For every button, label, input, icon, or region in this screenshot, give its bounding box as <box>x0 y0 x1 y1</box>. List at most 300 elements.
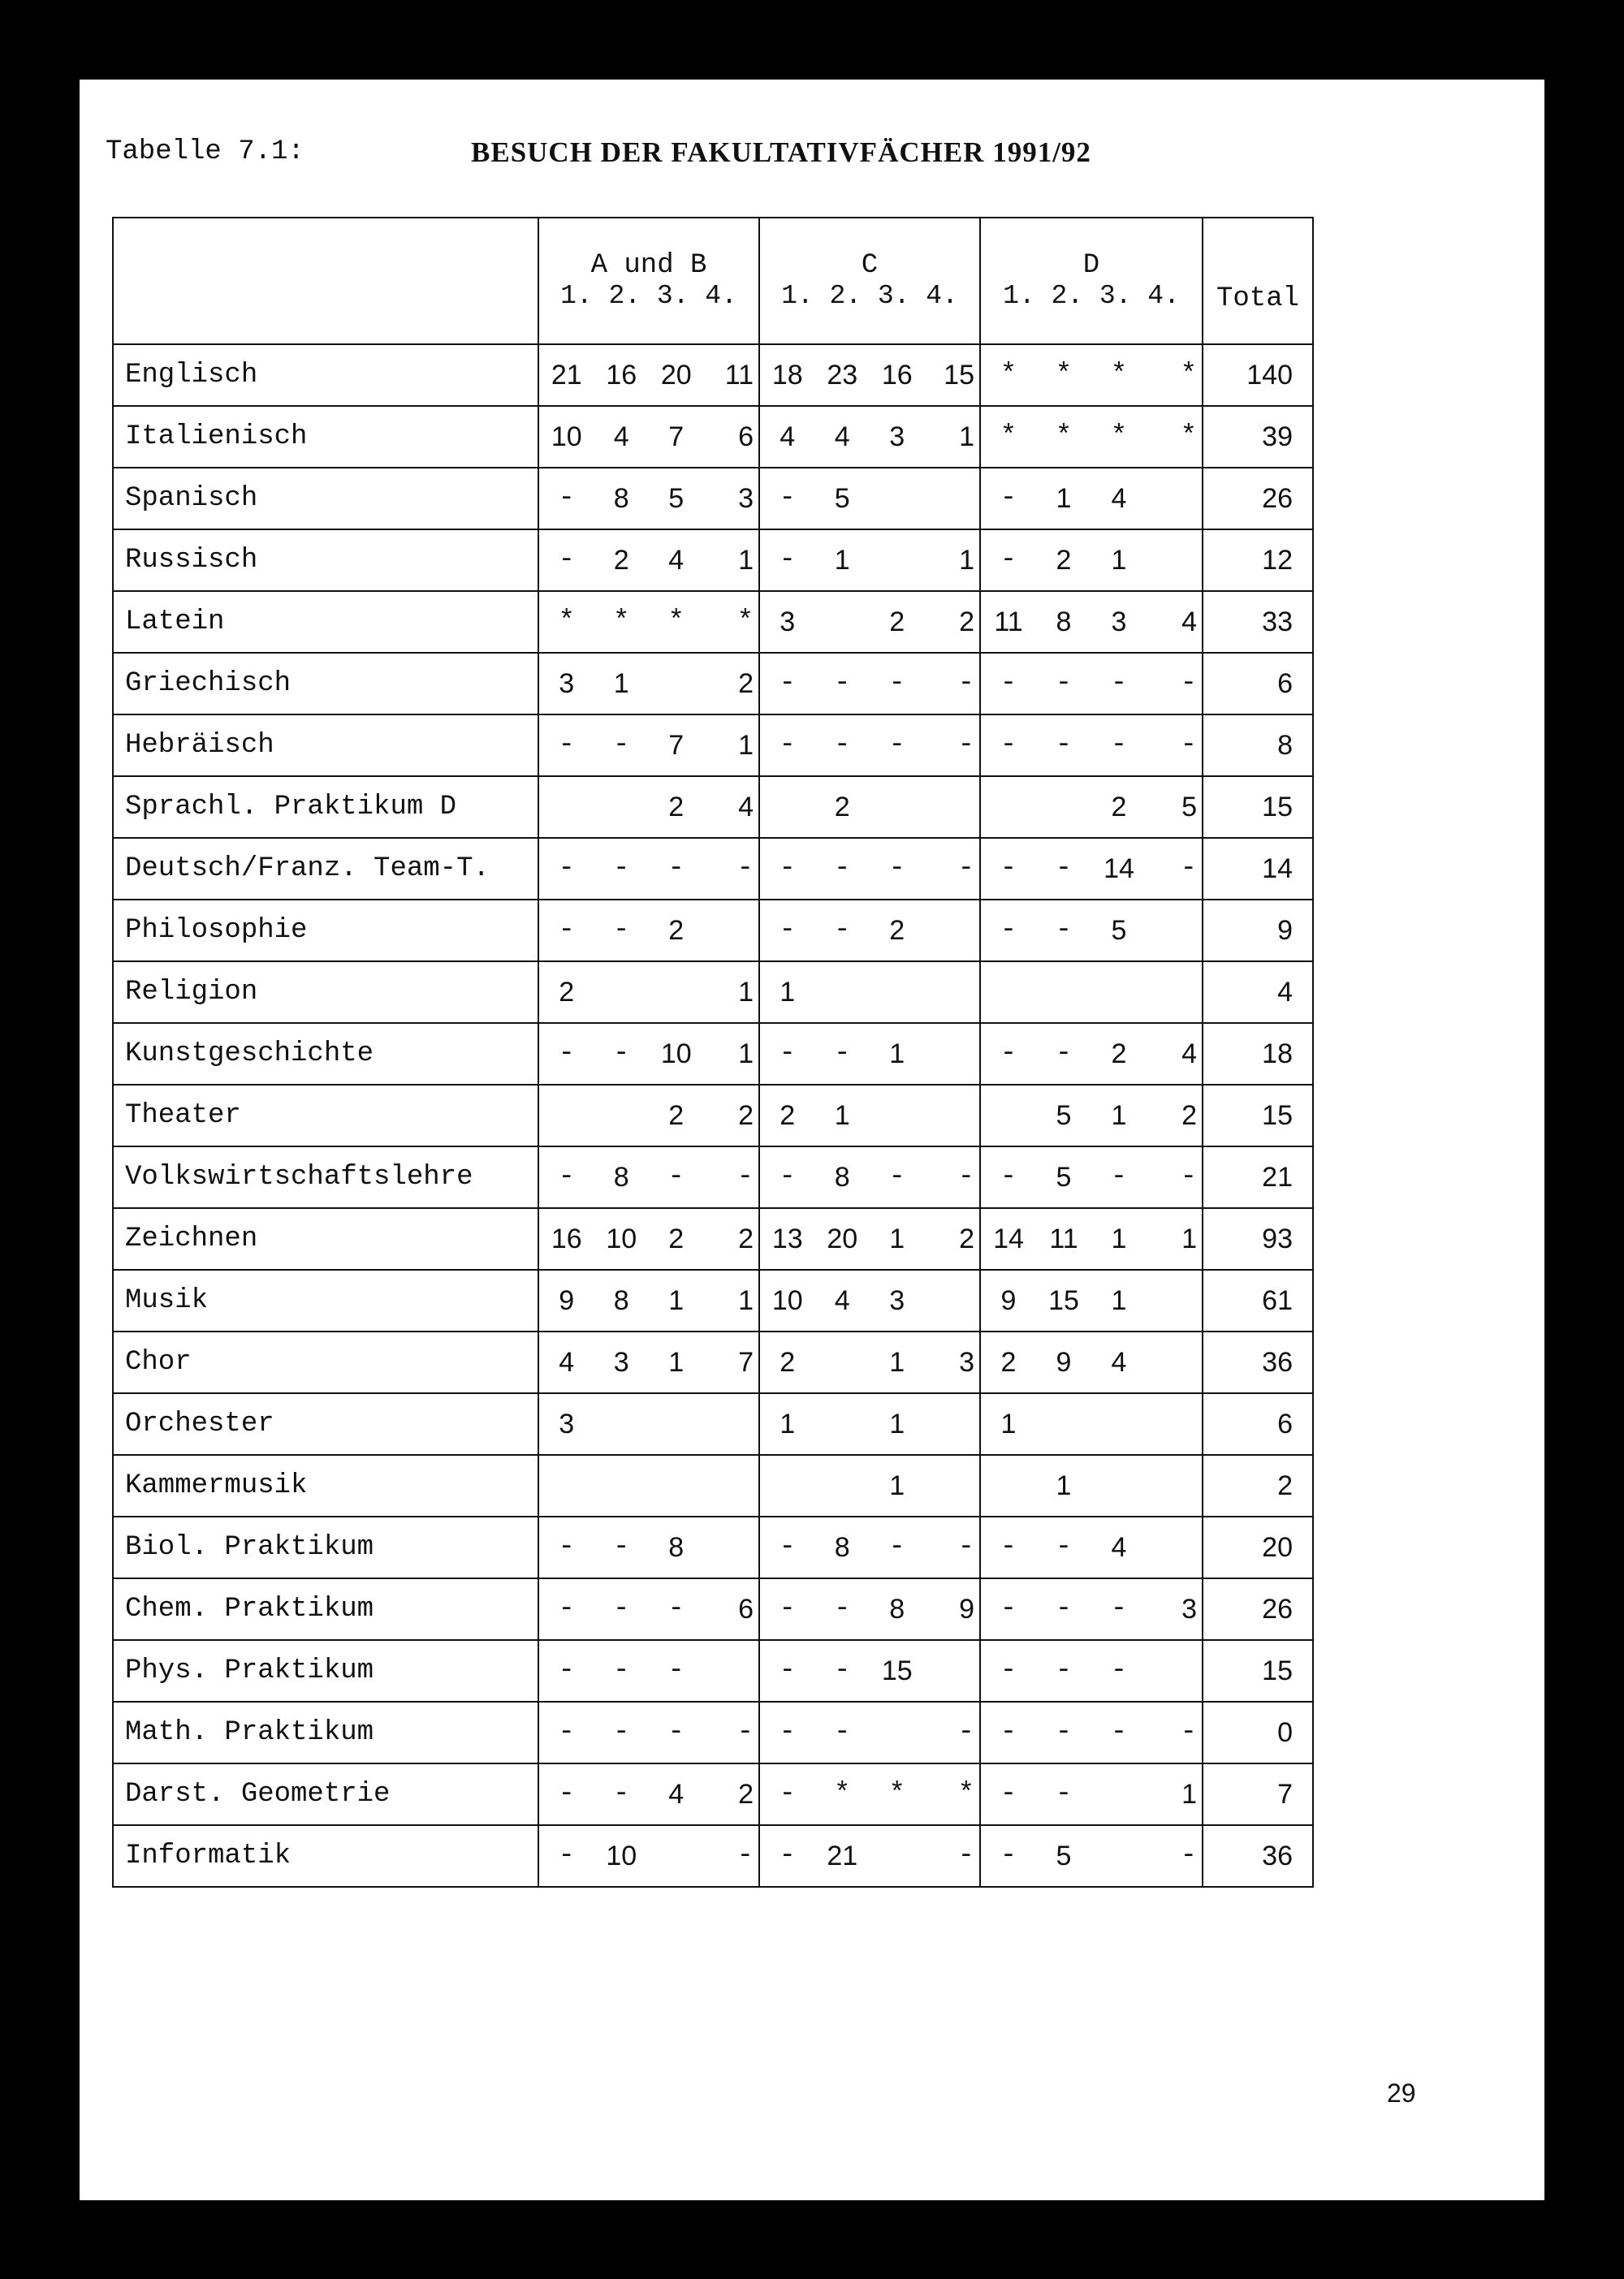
year-value: - <box>613 1717 630 1748</box>
year-value: - <box>1110 1655 1128 1686</box>
year-value: - <box>888 853 905 884</box>
year-value: - <box>779 853 796 884</box>
total-cell: 0 <box>1203 1702 1313 1763</box>
year-value: 2 <box>780 1346 796 1378</box>
year-value: 1 <box>780 976 796 1008</box>
year-value: - <box>613 914 630 946</box>
group-header-d <box>980 218 1203 344</box>
year-value: 2 <box>738 1778 754 1810</box>
group-cell <box>980 1578 1203 1640</box>
year-value: 1 <box>889 1346 905 1378</box>
year-value <box>594 977 650 1008</box>
year-value: - <box>1000 668 1017 699</box>
year-value: - <box>779 1038 796 1069</box>
year-value: 1 <box>1181 1223 1197 1254</box>
table-row <box>113 1578 1313 1640</box>
year-value: 16 <box>551 1223 582 1254</box>
year-value: - <box>1055 1531 1073 1563</box>
year-value: 3 <box>559 667 575 699</box>
year-value: - <box>957 730 974 761</box>
year-value: 21 <box>551 359 582 391</box>
year-values <box>981 1532 1202 1564</box>
group-cell <box>538 1085 759 1146</box>
year-value: - <box>558 482 575 514</box>
year-values <box>981 360 1202 391</box>
group-cell <box>759 1085 980 1146</box>
group-cell <box>538 1455 759 1517</box>
year-value: 5 <box>1056 1840 1072 1871</box>
year-value: - <box>613 1531 630 1563</box>
year-value <box>870 483 925 515</box>
year-value: 4 <box>1181 1038 1197 1069</box>
year-value: 4 <box>834 1284 850 1316</box>
year-value: - <box>558 1038 575 1069</box>
year-values <box>539 1038 758 1070</box>
year-value: 2 <box>738 667 754 699</box>
subject-cell: Zeichnen <box>113 1208 538 1270</box>
year-value: 8 <box>834 1161 850 1193</box>
year-values <box>539 668 758 700</box>
year-value <box>594 792 650 823</box>
year-values <box>760 730 979 761</box>
table-row <box>113 406 1313 468</box>
group-cell <box>980 1023 1203 1085</box>
group-cell <box>759 1763 980 1825</box>
caption-label: Tabelle 7.1: <box>106 136 304 167</box>
year-value: - <box>957 1531 974 1563</box>
year-value: - <box>834 1038 851 1069</box>
year-value <box>1147 1285 1202 1317</box>
year-value <box>870 1100 925 1132</box>
subject-cell: Phys. Praktikum <box>113 1640 538 1702</box>
year-value <box>539 1100 594 1132</box>
year-value: 8 <box>1056 606 1072 637</box>
year-value <box>925 1100 980 1132</box>
year-value: 4 <box>613 421 629 452</box>
year-value: - <box>667 1593 685 1625</box>
year-value: 1 <box>1056 1470 1072 1501</box>
year-value <box>870 977 925 1008</box>
year-value <box>704 1409 759 1440</box>
year-value <box>1147 1532 1202 1564</box>
year-value: 2 <box>738 1223 754 1254</box>
year-value: - <box>613 1038 630 1069</box>
year-values <box>760 421 979 453</box>
year-value: 2 <box>1000 1346 1017 1378</box>
year-value <box>925 915 980 947</box>
year-value: 13 <box>771 1223 803 1254</box>
total-cell: 26 <box>1203 1578 1313 1640</box>
year-value: - <box>957 1840 974 1871</box>
year-values <box>981 1717 1202 1748</box>
year-value: * <box>1110 421 1128 452</box>
year-values <box>539 1717 758 1748</box>
group-cell <box>538 1702 759 1763</box>
year-value: 3 <box>1111 606 1127 637</box>
subject-cell: Italienisch <box>113 406 538 468</box>
year-value: - <box>1110 730 1128 761</box>
year-value: - <box>736 1161 754 1193</box>
year-value: * <box>1000 421 1017 452</box>
table-row <box>113 1393 1313 1455</box>
year-value <box>704 1655 759 1686</box>
subject-cell: Chem. Praktikum <box>113 1578 538 1640</box>
year-value: - <box>834 1655 851 1686</box>
year-value: - <box>558 853 575 884</box>
year-value <box>1091 1779 1147 1811</box>
group-cell <box>538 1208 759 1270</box>
year-value: - <box>1055 1778 1073 1810</box>
year-value: 2 <box>738 1099 754 1131</box>
year-value: 5 <box>1056 1161 1072 1193</box>
total-cell: 9 <box>1203 900 1313 961</box>
group-cell <box>759 776 980 838</box>
year-value: 2 <box>889 606 905 637</box>
year-value: 2 <box>1181 1099 1197 1131</box>
year-value: - <box>957 668 974 699</box>
group-cell <box>759 838 980 900</box>
year-value: - <box>1110 668 1128 699</box>
group-cell <box>759 653 980 714</box>
year-values <box>760 977 979 1008</box>
group-cell <box>980 1640 1203 1702</box>
year-value <box>1091 1409 1147 1440</box>
group-cell <box>538 1578 759 1640</box>
group-cell <box>980 776 1203 838</box>
subject-cell: Math. Praktikum <box>113 1702 538 1763</box>
total-cell: 18 <box>1203 1023 1313 1085</box>
year-values <box>981 1100 1202 1132</box>
year-value: 16 <box>881 359 913 391</box>
table-body <box>113 218 1313 1887</box>
header-row <box>113 218 1313 344</box>
year-values <box>981 606 1202 638</box>
year-values <box>981 1841 1202 1872</box>
group-header-a-und-b <box>538 218 759 344</box>
group-cell <box>759 1393 980 1455</box>
group-cell <box>980 1332 1203 1393</box>
year-value: 15 <box>944 359 974 391</box>
group-cell <box>759 714 980 776</box>
year-value: 23 <box>827 359 858 391</box>
year-value: 8 <box>668 1531 685 1563</box>
group-cell <box>759 344 980 406</box>
year-values <box>760 1470 979 1502</box>
year-value: 1 <box>780 1408 796 1439</box>
group-cell <box>538 776 759 838</box>
year-value: * <box>1180 360 1197 391</box>
year-value: - <box>613 1593 630 1625</box>
year-value: - <box>888 1531 905 1563</box>
year-value <box>870 545 925 576</box>
year-value: * <box>1000 360 1017 391</box>
table-row <box>113 961 1313 1023</box>
year-value: - <box>613 853 630 884</box>
year-value: - <box>1110 1717 1128 1748</box>
year-values <box>539 421 758 453</box>
group-cell <box>538 406 759 468</box>
year-value: 5 <box>1056 1099 1072 1131</box>
year-value <box>649 1841 704 1872</box>
year-value <box>1036 792 1091 823</box>
year-value: - <box>736 853 754 884</box>
year-value: * <box>613 606 630 637</box>
group-cell <box>980 1146 1203 1208</box>
year-value: - <box>558 1161 575 1193</box>
year-value: - <box>779 482 796 514</box>
year-values <box>981 915 1202 947</box>
table-caption <box>106 136 1091 168</box>
year-value: 5 <box>1181 791 1197 822</box>
year-values <box>981 1470 1202 1502</box>
table-row <box>113 776 1313 838</box>
faculty-attendance-table <box>112 217 1314 1888</box>
group-cell <box>538 529 759 591</box>
year-value: - <box>736 1840 754 1871</box>
table-row <box>113 1085 1313 1146</box>
year-value <box>1147 483 1202 515</box>
year-value: 20 <box>827 1223 858 1254</box>
year-value: 8 <box>613 1161 629 1193</box>
subject-cell: Deutsch/Franz. Team-T. <box>113 838 538 900</box>
year-value <box>1036 1409 1091 1440</box>
total-cell: 36 <box>1203 1825 1313 1887</box>
table-row <box>113 1023 1313 1085</box>
year-values <box>760 1100 979 1132</box>
year-value: 8 <box>834 1531 850 1563</box>
group-cell <box>980 529 1203 591</box>
group-cell <box>980 714 1203 776</box>
subject-cell: Latein <box>113 591 538 653</box>
year-value: 1 <box>889 1038 905 1069</box>
year-value: - <box>1055 668 1073 699</box>
year-value: 3 <box>738 482 754 514</box>
subject-cell: Kammermusik <box>113 1455 538 1517</box>
year-value <box>539 792 594 823</box>
year-values <box>539 1162 758 1193</box>
group-cell <box>759 961 980 1023</box>
group-cell <box>980 1702 1203 1763</box>
year-value: - <box>558 1717 575 1748</box>
year-values <box>539 853 758 884</box>
year-value: - <box>888 668 905 699</box>
year-values <box>981 853 1202 885</box>
year-value: 1 <box>959 544 974 576</box>
year-value: 6 <box>738 421 754 452</box>
year-values <box>981 792 1202 823</box>
year-values <box>539 606 758 637</box>
year-value <box>981 1470 1036 1502</box>
year-value: - <box>558 1655 575 1686</box>
total-header: Total <box>1203 218 1313 344</box>
group-cell <box>538 900 759 961</box>
year-value: 3 <box>613 1346 629 1378</box>
table-row <box>113 1208 1313 1270</box>
year-values <box>539 1594 758 1625</box>
year-value: 1 <box>959 421 974 452</box>
year-values <box>981 1347 1202 1379</box>
year-value: * <box>834 1779 851 1810</box>
year-value <box>925 1470 980 1502</box>
subject-cell: Biol. Praktikum <box>113 1517 538 1578</box>
year-value <box>1147 1470 1202 1502</box>
year-values <box>981 1409 1202 1440</box>
year-value: 8 <box>613 482 629 514</box>
year-values <box>760 606 979 638</box>
year-values <box>760 1779 979 1810</box>
year-value: * <box>1055 360 1073 391</box>
group-cell <box>538 1763 759 1825</box>
year-value: - <box>779 914 796 946</box>
year-value <box>815 1347 870 1379</box>
year-value: 11 <box>724 359 754 391</box>
group-cell <box>538 1023 759 1085</box>
year-values <box>981 668 1202 699</box>
year-value <box>594 1100 650 1132</box>
year-values <box>760 915 979 947</box>
year-values <box>539 730 758 762</box>
year-value <box>594 1409 650 1440</box>
year-value: 2 <box>959 606 974 637</box>
group-years: 1. 2. 3. 4. <box>560 281 737 311</box>
group-cell <box>538 653 759 714</box>
group-cell <box>980 1517 1203 1578</box>
year-value: - <box>1110 1161 1128 1193</box>
year-values <box>981 1594 1202 1625</box>
subject-cell: Hebräisch <box>113 714 538 776</box>
year-values <box>760 1162 979 1193</box>
year-value: 1 <box>889 1408 905 1439</box>
year-value: - <box>1000 1655 1017 1686</box>
year-values <box>539 1655 758 1686</box>
year-values <box>539 360 758 391</box>
year-values <box>981 1655 1202 1686</box>
year-value: - <box>1055 852 1073 884</box>
year-value: - <box>779 1779 796 1810</box>
year-value: - <box>1180 1840 1197 1871</box>
year-value <box>870 792 925 823</box>
year-values <box>539 977 758 1008</box>
subject-cell: Darst. Geometrie <box>113 1763 538 1825</box>
table-row <box>113 1763 1313 1825</box>
year-values <box>539 1841 758 1872</box>
year-value: * <box>667 606 685 637</box>
year-value: - <box>779 1840 796 1871</box>
table-row <box>113 1270 1313 1332</box>
year-value: 1 <box>1111 1099 1127 1131</box>
year-values <box>760 1224 979 1255</box>
year-value: 10 <box>551 421 582 452</box>
group-cell <box>538 591 759 653</box>
year-value: 2 <box>668 1099 685 1131</box>
year-value: 16 <box>606 359 637 391</box>
year-value: 2 <box>834 791 850 822</box>
year-value: - <box>1000 1593 1017 1625</box>
year-value: 1 <box>834 1099 850 1131</box>
year-value: 4 <box>738 791 754 822</box>
year-value: 1 <box>738 1038 754 1069</box>
group-cell <box>759 1146 980 1208</box>
group-cell <box>538 1825 759 1887</box>
year-value: - <box>613 1778 630 1810</box>
table-row <box>113 1702 1313 1763</box>
year-value: 1 <box>1000 1408 1017 1439</box>
year-value <box>815 606 870 638</box>
year-value: 1 <box>834 544 850 576</box>
total-cell: 15 <box>1203 1085 1313 1146</box>
group-cell <box>538 961 759 1023</box>
year-value: - <box>667 1655 685 1686</box>
year-value: - <box>1180 730 1197 761</box>
year-value <box>760 1470 815 1502</box>
year-value: 10 <box>660 1038 692 1069</box>
year-value <box>925 1655 980 1687</box>
subject-cell: Spanisch <box>113 468 538 529</box>
table-row <box>113 591 1313 653</box>
total-cell: 15 <box>1203 1640 1313 1702</box>
year-value: 20 <box>660 359 692 391</box>
year-value: 5 <box>668 482 685 514</box>
year-value: - <box>1110 1593 1128 1625</box>
year-value <box>1147 915 1202 947</box>
year-value: 21 <box>827 1840 858 1871</box>
year-value: 1 <box>1181 1778 1197 1810</box>
year-value: 9 <box>1056 1346 1072 1378</box>
year-value: - <box>558 1593 575 1625</box>
year-value <box>704 1532 759 1564</box>
year-value: - <box>1180 852 1197 884</box>
year-value <box>925 792 980 823</box>
year-value <box>925 1038 980 1070</box>
year-value: - <box>957 1717 974 1748</box>
year-value: 11 <box>1049 1223 1078 1254</box>
group-cell <box>759 1270 980 1332</box>
year-value: - <box>779 1531 796 1563</box>
year-value: - <box>779 730 796 761</box>
year-values <box>760 1347 979 1379</box>
group-cell <box>980 591 1203 653</box>
year-value: 4 <box>1111 1531 1127 1563</box>
group-cell <box>980 1825 1203 1887</box>
year-value: - <box>779 1593 796 1625</box>
year-value: - <box>1000 1161 1017 1193</box>
year-values <box>981 1038 1202 1070</box>
year-value <box>815 1409 870 1440</box>
year-value: * <box>736 606 754 637</box>
year-values <box>539 1347 758 1379</box>
year-value: * <box>1110 360 1128 391</box>
year-value: 2 <box>780 1099 796 1131</box>
year-value: * <box>888 1779 905 1810</box>
year-value: - <box>834 668 851 699</box>
year-value: 3 <box>1181 1593 1197 1625</box>
total-cell: 36 <box>1203 1332 1313 1393</box>
year-value: - <box>1000 1038 1017 1069</box>
table-row <box>113 1332 1313 1393</box>
table-wrapper <box>112 217 1314 1888</box>
year-value: 2 <box>668 791 685 822</box>
year-value: - <box>1055 1038 1073 1069</box>
year-value: - <box>834 1717 851 1748</box>
year-values <box>981 1224 1202 1255</box>
group-cell <box>980 1393 1203 1455</box>
year-value: - <box>834 1593 851 1625</box>
group-cell <box>759 900 980 961</box>
group-cell <box>538 1146 759 1208</box>
year-value: 4 <box>668 544 685 576</box>
year-values <box>760 360 979 391</box>
table-row <box>113 529 1313 591</box>
